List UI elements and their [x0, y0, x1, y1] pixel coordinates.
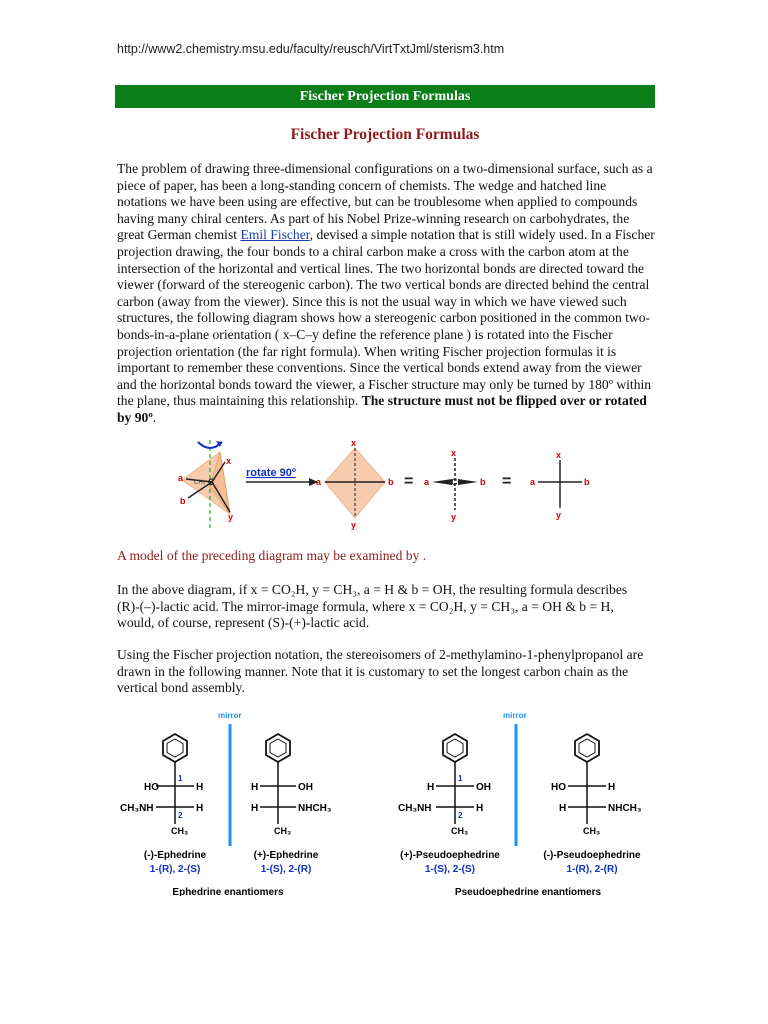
s3-ch3nh: CH₃NH — [398, 803, 432, 814]
s4-ch3: CH₃ — [583, 826, 601, 836]
config-3: 1-(S), 2-(S) — [425, 864, 475, 875]
intro-text-1: The problem of drawing three-dimensional configurations on a two-dimensional surface, such as a piece of paper, has been a long-standing concern of chemists. The wedge and hatched line notations we have been using are effective, but can be troublesome when applied to compounds having many chiral centers. As part of his Nobel Prize-winning research on carbohydrates, the great German chemist — [117, 161, 653, 243]
structure-minus-pseudoephedrine — [551, 734, 642, 836]
s3-ch3: CH₃ — [451, 826, 469, 836]
page-url: http://www2.chemistry.msu.edu/faculty/reusch/VirtTxtJml/sterism3.htm — [117, 42, 505, 56]
s4-h1: H — [608, 782, 616, 793]
intro-text-end: . — [152, 409, 157, 425]
group-label-ephedrine: Ephedrine enantiomers — [172, 887, 284, 896]
a-label: a — [178, 473, 184, 483]
mid-y-label: y — [351, 520, 357, 530]
wedge-structure — [424, 448, 486, 522]
intro-paragraph — [117, 161, 657, 427]
lactic-line-2: (R)-(–)-lactic acid. The mirror-image formula, where x = CO₂H, y = CH₃, a = OH & b = H, — [117, 598, 614, 614]
model-note: A model of the preceding diagram may be examined by . — [117, 548, 427, 563]
name-3: (+)-Pseudoephedrine — [400, 850, 500, 861]
lactic-line-3: would, of course, represent (S)-(+)-lactic acid. — [117, 615, 370, 631]
equals-sign-1: = — [404, 473, 414, 490]
config-1: 1-(R), 2-(S) — [149, 864, 201, 875]
name-1: (-)-Ephedrine — [143, 850, 207, 861]
s3-h1: H — [427, 782, 435, 793]
s1-num1: 1 — [178, 774, 183, 783]
mirror-label-right: mirror — [503, 711, 527, 720]
config-2: 1-(S), 2-(R) — [260, 864, 312, 875]
s1-h2: H — [196, 803, 204, 814]
s1-ho: HO — [144, 782, 159, 793]
intro-bold-warning: The structure must not be flipped over or rotated by 90º — [117, 393, 647, 425]
mirror-label-left: mirror — [218, 711, 242, 720]
wedge-b-label: b — [480, 477, 486, 487]
s3-num2: 2 — [458, 811, 463, 820]
wedge-carbon-label: C — [451, 477, 458, 487]
fischer-x-label: x — [556, 450, 562, 460]
s1-ch3nh: CH₃NH — [120, 803, 154, 814]
ch3-label: CH₃ — [194, 480, 206, 486]
s4-ho: HO — [551, 782, 566, 793]
carbon-label: C — [208, 477, 215, 487]
title-banner: Fischer Projection Formulas — [115, 85, 655, 108]
s1-num2: 2 — [178, 811, 183, 820]
s2-h1: H — [251, 782, 259, 793]
b-label: b — [180, 496, 186, 506]
structure-minus-ephedrine — [120, 734, 203, 836]
tetrahedron-3d — [178, 440, 233, 530]
rotation-diagram — [170, 432, 600, 532]
y-label: y — [228, 512, 234, 522]
intro-text-2: , devised a simple notation that is still widely used. In a Fischer projection drawing, the four bonds to a chiral carbon make a cross with the carbon atom at the intersection of the horizontal and vertical lines. The two horizontal bonds are directed toward the viewer (forward of the stereogenic carbon). The two vertical bonds are directed behind the central carbon (away from the viewer). Since this is not the usual way in which we have viewed such structures, the following diagram shows how a stereogenic carbon positioned in the common two-bonds-in-a-plane orientation ( x–C–y define the reference plane ) is rotated into the Fischer projection orientation (the far right formula). When writing Fischer projection formulas it is important to remember these conventions. Since the vertical bonds extend away from the viewer and the horizontal bonds toward the viewer, a Fischer structure may only be turned by 180º within the plane, thus maintaining this relationship. — [117, 227, 655, 409]
s4-nhch3: NHCH₃ — [608, 803, 642, 814]
s3-num1: 1 — [458, 774, 463, 783]
x-label: x — [226, 456, 232, 466]
structure-plus-pseudoephedrine — [398, 734, 491, 836]
s4-h2: H — [559, 803, 567, 814]
structure-plus-ephedrine — [251, 734, 332, 836]
s3-h2: H — [476, 803, 484, 814]
fischer-a-label: a — [530, 477, 536, 487]
lactic-line-1: In the above diagram, if x = CO₂H, y = CH₃, a = H & b = OH, the resulting formula describes — [117, 582, 628, 597]
fischer-b-label: b — [584, 477, 590, 487]
mid-b-label: b — [388, 477, 394, 487]
group-label-pseudoephedrine: Pseudoephedrine enantiomers — [454, 887, 602, 896]
ephedrine-paragraph: Using the Fischer projection notation, the stereoisomers of 2-methylamino-1-phenylpropanol are drawn in the following manner. Note that it is customary to set the longest carbon chain as the vertical bond assembly. — [117, 647, 644, 696]
fischer-cross — [530, 450, 590, 520]
s3-oh: OH — [476, 782, 491, 793]
mid-x-label: x — [351, 438, 357, 448]
s1-ch3: CH₃ — [171, 826, 189, 836]
s1-h1: H — [196, 782, 204, 793]
diamond-intermediate — [316, 438, 394, 530]
ephedrine-diagram — [110, 706, 660, 896]
s2-ch3: CH₃ — [274, 826, 292, 836]
mid-a-label: a — [316, 477, 322, 487]
page-title: Fischer Projection Formulas — [290, 126, 480, 143]
s2-oh: OH — [298, 782, 313, 793]
emil-fischer-link[interactable]: Emil Fischer — [240, 227, 310, 243]
wedge-a-label: a — [424, 477, 430, 487]
s2-nhch3: NHCH₃ — [298, 803, 332, 814]
config-4: 1-(R), 2-(R) — [566, 864, 618, 875]
lactic-acid-paragraph — [117, 582, 657, 632]
name-4: (-)-Pseudoephedrine — [543, 850, 641, 861]
rotate-label: rotate 90º — [246, 467, 296, 479]
fischer-y-label: y — [556, 510, 562, 520]
name-2: (+)-Ephedrine — [253, 850, 319, 861]
equals-sign-2: = — [502, 473, 512, 490]
s2-h2: H — [251, 803, 259, 814]
wedge-y-label: y — [451, 512, 457, 522]
wedge-x-label: x — [451, 448, 457, 458]
